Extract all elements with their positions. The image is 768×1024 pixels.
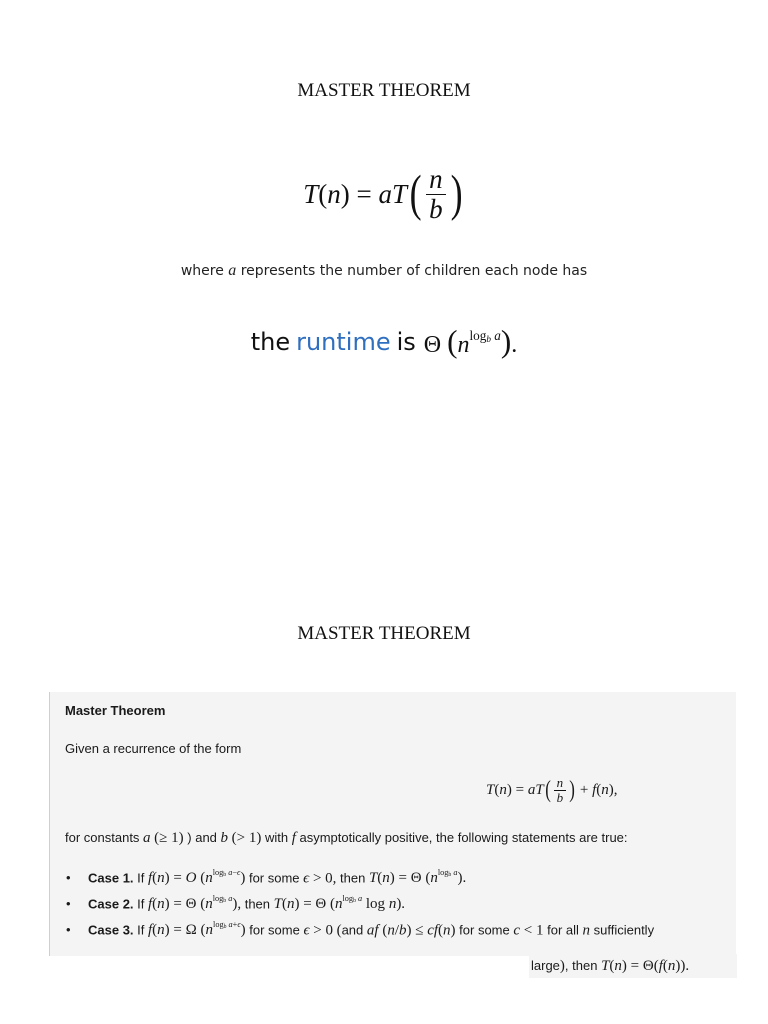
master-theorem-box	[49, 692, 736, 956]
case-2: • Case 2. If f(n) = Θ $(n^{log_b a})$, then T(n) = Θ ($n^{log_b a}$ log n).	[66, 894, 406, 913]
runtime-keyword: runtime	[296, 328, 391, 356]
runtime-prefix: the	[250, 328, 291, 356]
constants-statement: for constants a (≥ 1) ) and b (> 1) with f asymptotically positive, the following statements are true:	[65, 830, 628, 846]
case-1: • Case 1. If f(n) = O $(n^{log_b a-\epsilon})$ for some ϵ > 0, then T(n) = Θ $(n^{log_b a})$.	[66, 868, 467, 887]
where-caption: where a represents the number of children each node has	[180, 262, 588, 279]
box-intro: Given a recurrence of the form	[65, 741, 242, 756]
recurrence-formula: T ( n ) = aT ( $\frac{n}{b}$ )	[303, 164, 463, 224]
runtime-expression: Θ $(n^{log_b a})$.	[423, 324, 518, 359]
page-heading-1: MASTER THEOREM	[297, 80, 471, 101]
case-3-continuation: large), then T(n) = Θ(f(n)).	[529, 954, 737, 978]
case-3: • Case 3. If f(n) = Ω $(n^{log_b a+\epsilon})$ for some ϵ > 0 (and af (n/b) ≤ cf(n) for some c < 1 for all n sufficiently	[66, 920, 655, 939]
box-title: Master Theorem	[65, 703, 166, 718]
runtime-is: is	[396, 328, 416, 356]
runtime-statement	[0, 318, 768, 366]
box-recurrence-formula: T ( n ) = aT ( $\frac{n}{b}$ ) + f ( n ),	[486, 775, 618, 805]
page-heading-2: MASTER THEOREM	[297, 623, 471, 644]
